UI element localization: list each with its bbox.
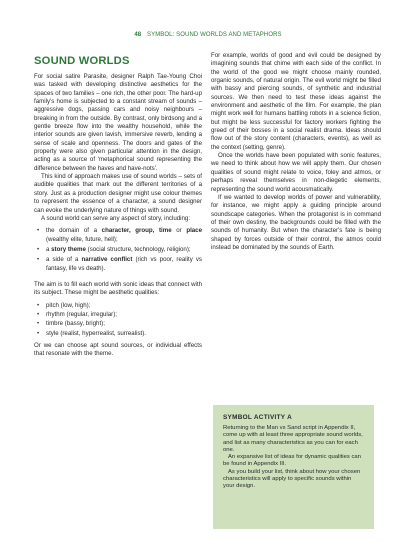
list-item: • style (realist, hyperrealist, surrealist). bbox=[46, 330, 202, 338]
paragraph: This kind of approach makes use of sound worlds – sets of audible qualities that mark out the different territories of a story. Just as a production designer might use colour themes to represent the essence of a character, a sound designer can evoke the underlying nature of things with sound. bbox=[34, 173, 202, 214]
activity-paragraph: An expansive list of ideas for dynamic qualities can be found in Appendix III. bbox=[223, 454, 361, 468]
list-item: • a story theme (social structure, technology, religion); bbox=[46, 246, 202, 254]
activity-paragraph: Returning to the Man vs Sand script in Appendix II, come up with at least three appropriate sound worlds, and list as many characteristics as you can for each one. bbox=[223, 425, 363, 453]
list-item: • the domain of a character, group, time or place (wealthy elite, future, hell); bbox=[46, 227, 202, 244]
activity-paragraph: As you build your list, think about how your chosen characteristics will apply to specific sounds within your design. bbox=[223, 468, 361, 490]
paragraph: For example, worlds of good and evil could be designed by imagining sounds that chime with each side of the conflict. In the world of the good we might choose mainly rounded, organic sounds, of natural origin. The evil world might be filled with bassy and piercing sounds, of synthetic and industrial sources. We then need to test these ideas against the environment and aesthetic of the film. For example, the plan might work well for humans battling robots in a science fiction, but might be less successful for factory workers fighting the greed of their bosses in a social realist drama. Ideas should flow out of the story content (characters, events), as well as the context (setting, genre). bbox=[211, 52, 381, 151]
running-title: SYMBOL: SOUND WORLDS AND METAPHORS bbox=[147, 32, 282, 38]
qualities-list bbox=[34, 302, 202, 338]
paragraph: If we wanted to develop worlds of power and vulnerability, for instance, we might apply a guiding principle around soundscape categories. When the protagonist is in command of their own destiny, the backgrounds could be filled with the sounds of humanity. But when the character's fate is being shaped by forces outside of their control, the atmos could instead be dominated by the sounds of Earth. bbox=[211, 193, 381, 251]
list-item: • pitch (low, high); bbox=[46, 302, 202, 310]
page-number: 48 bbox=[134, 32, 142, 38]
activity-body bbox=[213, 425, 374, 491]
list-item: • timbre (bassy, bright); bbox=[46, 320, 202, 328]
paragraph: A sound world can serve any aspect of story, including: bbox=[41, 214, 191, 222]
left-column bbox=[34, 52, 202, 359]
right-column bbox=[211, 52, 381, 252]
paragraph: Or we can choose apt sound sources, or individual effects that resonate with the theme. bbox=[34, 341, 202, 358]
list-item: • rhythm (regular, irregular); bbox=[46, 311, 202, 319]
section-title: SOUND WORLDS bbox=[34, 55, 130, 67]
paragraph: The aim is to fill each world with sonic ideas that connect with its subject. These might be aesthetic qualities: bbox=[34, 280, 202, 297]
activity-box bbox=[213, 405, 374, 529]
aspect-list bbox=[34, 227, 202, 273]
running-header bbox=[0, 32, 416, 38]
list-item: • a side of a narrative conflict (rich vs poor, reality vs fantasy, life vs death). bbox=[46, 256, 202, 273]
paragraph: Once the worlds have been populated with sonic features, we need to think about how we will apply them. Our chosen qualities of sound might relate to voice, foley and atmos, or perhaps reveal themselves in non-diegetic elements, representing the sound world acousmatically. bbox=[211, 152, 381, 193]
paragraph: For social satire Parasite, designer Ralph Tae-Young Choi was tasked with developing distinctive aesthetics for the spaces of two families – one rich, the other poor. The hard-up family's home is subjected to a constant stream of sounds – aggressive dogs, passing cars and noisy neighbours – breaking in from the outside. By contrast, only birdsong and a gentle breeze flow into the wealthy household, while the interior sounds are given lavish, immersive reverb, lending a sense of scale and openness. The doors and gates of the property were also given particular attention in the design, acting as a source of 'metaphorical sound representing the difference between the haves and have-nots'. bbox=[34, 73, 202, 172]
activity-title: SYMBOL ACTIVITY A bbox=[223, 414, 293, 421]
